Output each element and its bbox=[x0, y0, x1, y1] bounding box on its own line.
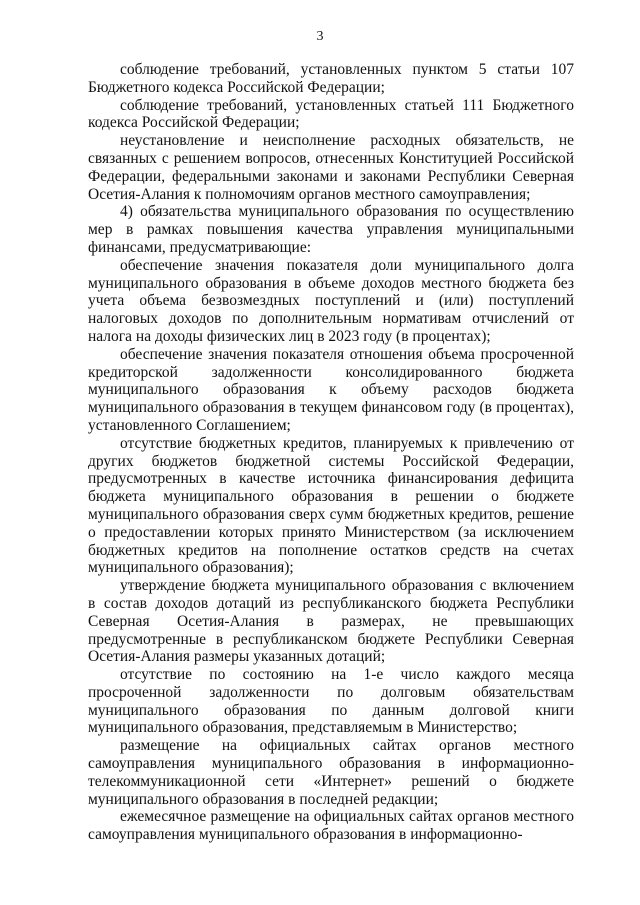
paragraph-budget-code-111: соблюдение требований, установленных статьей 111 Бюджетного кодекса Российской Федерации; bbox=[88, 96, 574, 132]
paragraph-overdue-debt: отсутствие по состоянию на 1-е число каждого месяца просроченной задолженности по долговым обязательствам муниципального образования по данным долговой книги муниципального образования, представляемым в Министерство; bbox=[88, 666, 574, 737]
paragraph-budget-credits: отсутствие бюджетных кредитов, планируемых к привлечению от других бюджетов бюджетной системы Российской Федерации, предусмотренных в качестве источника финансирования дефицита бюджета муниципального образования в решении о бюджете муниципального образования сверх сумм бюджетных кредитов, решение о предоставлении которых принято Министерством (за исключением бюджетных кредитов на пополнение остатков средств на счетах муниципального образования); bbox=[88, 434, 574, 577]
paragraph-expenditure-obligations: неустановление и неисполнение расходных обязательств, не связанных с решением вопросов, отнесенных Конституцией Российской Федерации, федеральными законами и законами Республики Северная Осетия-Алания к полномочиям органов местного самоуправления; bbox=[88, 132, 574, 203]
paragraph-overdue-payables: обеспечение значения показателя отношения объема просроченной кредиторской задолженности консолидированного бюджета муниципального образования к объему расходов бюджета муниципального образования в текущем финансовом году (в процентах), установленного Соглашением; bbox=[88, 345, 574, 434]
paragraph-municipal-debt-share: обеспечение значения показателя доли муниципального долга муниципального образования в объеме доходов местного бюджета без учета объема безвозмездных поступлений и (или) поступлений налоговых доходов по дополнительным нормативам отчислений от налога на доходы физических лиц в 2023 году (в процентах); bbox=[88, 256, 574, 345]
page-number: 3 bbox=[316, 29, 324, 44]
paragraph-budget-code-107: соблюдение требований, установленных пунктом 5 статьи 107 Бюджетного кодекса Российской Федерации; bbox=[88, 61, 574, 96]
paragraph-monthly-publication: ежемесячное размещение на официальных сайтах органов местного самоуправления муниципального образования в информационно- bbox=[88, 808, 574, 844]
document-body bbox=[88, 61, 574, 844]
paragraph-subsidies-approval: утверждение бюджета муниципального образования с включением в состав доходов дотаций из республиканского бюджета Республики Северная Осетия-Алания в размерах, не превышающих предусмотренные в республиканском бюджете Республики Северная Осетия-Алания размеры указанных дотаций; bbox=[88, 577, 574, 666]
paragraph-municipal-finance-obligations: 4) обязательства муниципального образования по осуществлению мер в рамках повышения качества управления муниципальными финансами, предусматривающие: bbox=[88, 203, 574, 256]
paragraph-website-publication: размещение на официальных сайтах органов местного самоуправления муниципального образования в информационно-телекоммуникационной сети «Интернет» решений о бюджете муниципального образования в последней редакции; bbox=[88, 737, 574, 808]
